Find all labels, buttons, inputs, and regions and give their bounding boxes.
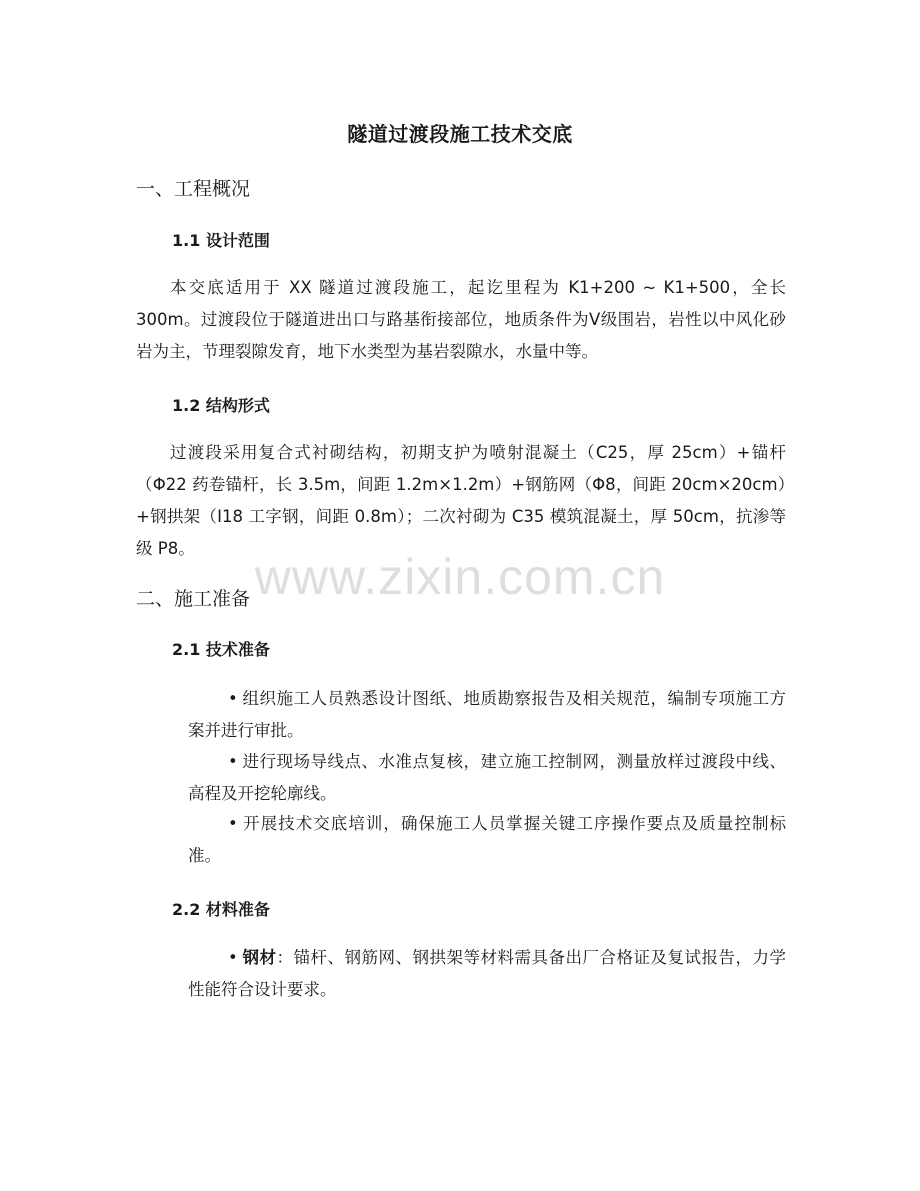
section-heading-preparation: 二、施工准备 bbox=[136, 588, 251, 610]
list-item bbox=[188, 808, 786, 872]
subsection-heading-design-scope: 1.1 设计范围 bbox=[172, 231, 270, 250]
bullet-icon: • bbox=[228, 752, 238, 771]
subsection-heading-material-prep: 2.2 材料准备 bbox=[172, 900, 270, 919]
document-title: 隧道过渡段施工技术交底 bbox=[347, 122, 573, 146]
list-item-label: 钢材 bbox=[242, 948, 277, 967]
bullet-icon: • bbox=[228, 814, 238, 833]
subsection-heading-structure: 1.2 结构形式 bbox=[172, 396, 270, 415]
bullet-icon: • bbox=[228, 689, 238, 708]
list-item-text: 组织施工人员熟悉设计图纸、地质勘察报告及相关规范，编制专项施工方案并进行审批。 bbox=[188, 689, 786, 740]
list-item bbox=[188, 683, 786, 747]
list-item bbox=[188, 746, 786, 810]
bullet-icon: • bbox=[228, 948, 238, 967]
subsection-heading-technical-prep: 2.1 技术准备 bbox=[172, 640, 270, 659]
list-item-text: 开展技术交底培训，确保施工人员掌握关键工序操作要点及质量控制标准。 bbox=[188, 814, 786, 865]
list-item bbox=[188, 942, 786, 1006]
paragraph-structure: 过渡段采用复合式衬砌结构，初期支护为喷射混凝土（C25，厚 25cm）+锚杆（Φ22 药卷锚杆，长 3.5m，间距 1.2m×1.2m）+钢筋网（Φ8，间距 20cm×20cm）+钢拱架（I18 工字钢，间距 0.8m）；二次衬砌为 C35 模筑混凝土，厚 50cm，抗渗等级 P8。 bbox=[136, 443, 786, 558]
list-item-text: 进行现场导线点、水准点复核，建立施工控制网，测量放样过渡段中线、高程及开挖轮廓线。 bbox=[188, 752, 786, 803]
watermark: www.zixin.com.cn bbox=[254, 549, 666, 605]
paragraph-design-scope: 本交底适用于 XX 隧道过渡段施工，起讫里程为 K1+200 ~ K1+500，全长 300m。过渡段位于隧道进出口与路基衔接部位，地质条件为Ⅴ级围岩，岩性以中风化砂岩为主，节理裂隙发育，地下水类型为基岩裂隙水，水量中等。 bbox=[136, 278, 786, 361]
list-item-text: ：锚杆、钢筋网、钢拱架等材料需具备出厂合格证及复试报告，力学性能符合设计要求。 bbox=[188, 948, 786, 999]
section-heading-overview: 一、工程概况 bbox=[136, 178, 251, 200]
